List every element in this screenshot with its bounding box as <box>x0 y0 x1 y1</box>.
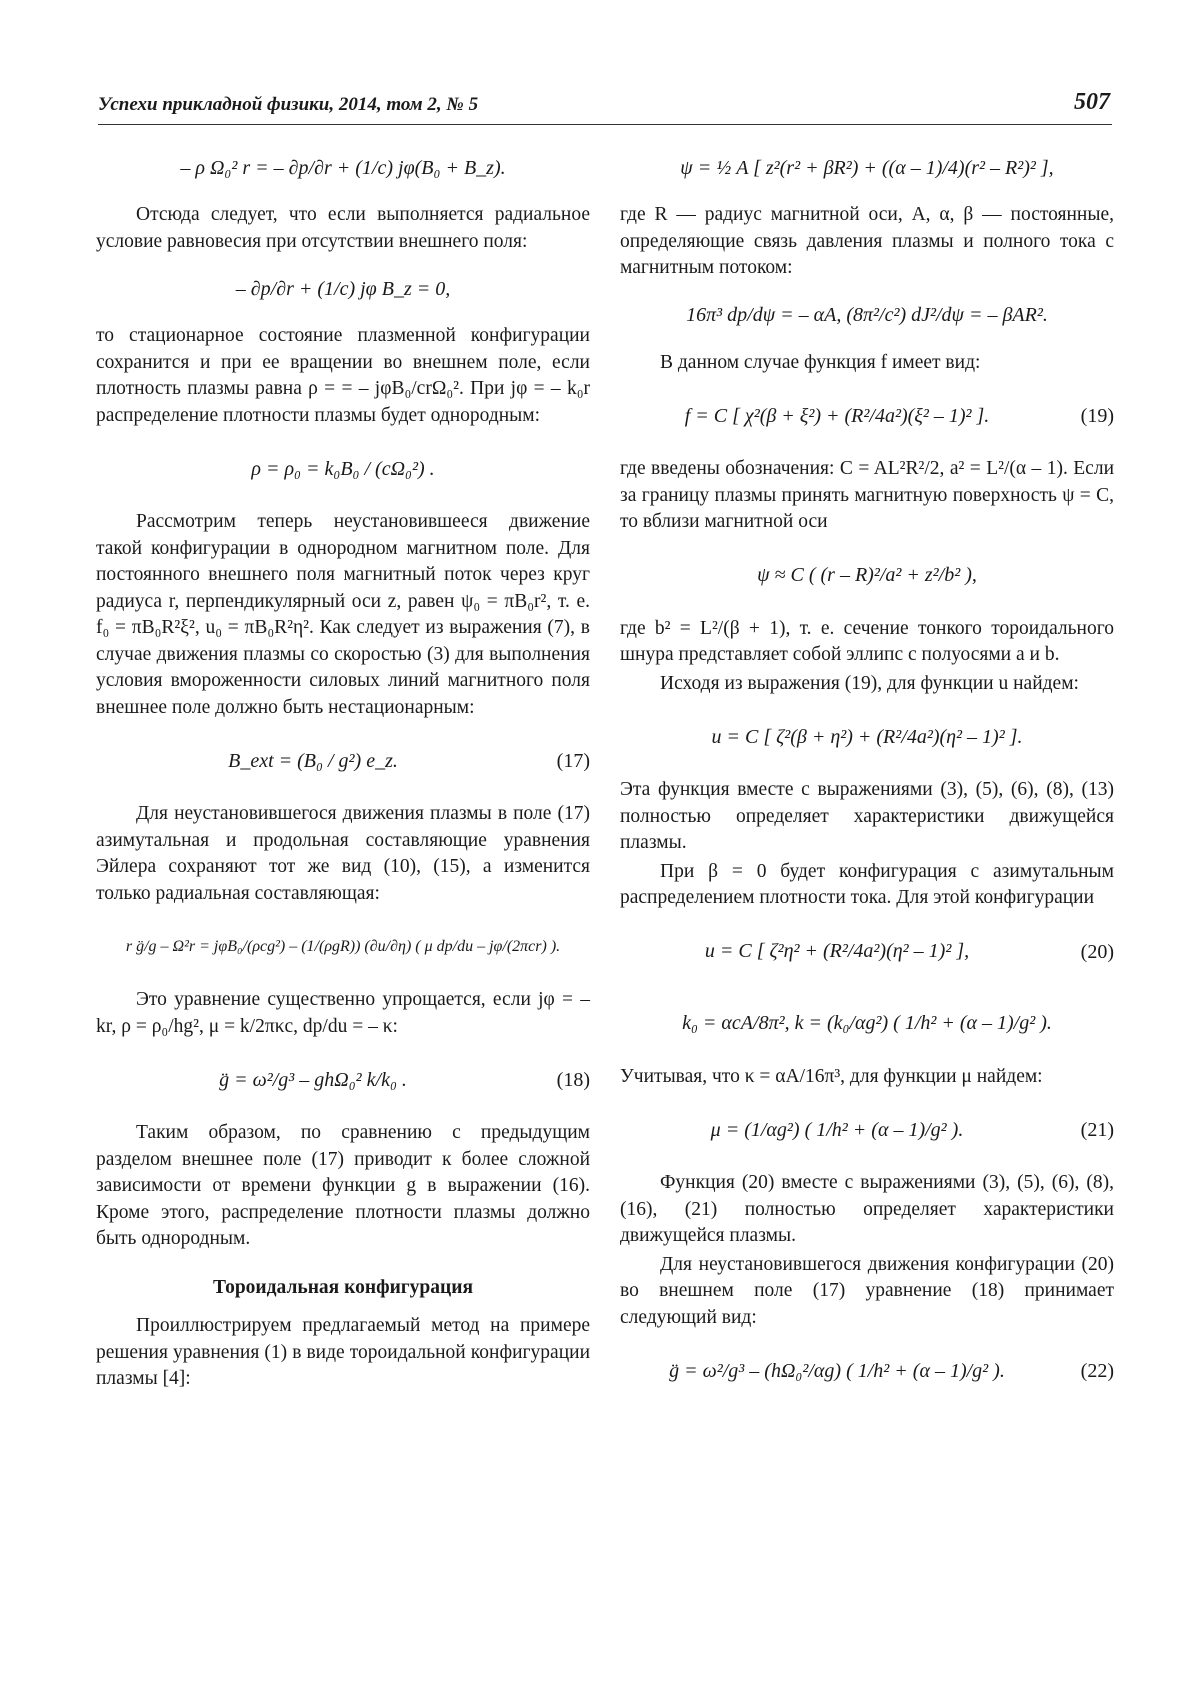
journal-title: Успехи прикладной физики, 2014, том 2, № 5 <box>98 94 479 115</box>
equation-17 <box>96 729 590 793</box>
equation-text: ρ = ρ₀ = k₀B₀ / (cΩ₀²) . <box>251 457 435 480</box>
equation-text: 16π³ dp/dψ = – αA, (8π²/c²) dJ²/dψ = – βAR². <box>686 304 1048 327</box>
paragraph: Функция (20) вместе с выражениями (3), (5), (6), (8), (16), (21) полностью определяет характеристики движущейся плазмы. <box>620 1172 1114 1246</box>
equation-22 <box>620 1339 1114 1403</box>
left-column <box>96 134 590 1393</box>
equation-psi <box>620 142 1114 194</box>
paragraph: Для неустановившегося движения конфигурации (20) во внешнем поле (17) уравнение (18) принимает следующий вид: <box>620 1253 1114 1328</box>
equation-text: – ∂p/∂r + (1/c) jφ B_z = 0, <box>235 277 451 300</box>
running-head <box>98 89 1112 125</box>
paragraph: В данном случае функция f имеет вид: <box>660 351 981 373</box>
equation-number: (19) <box>1080 404 1114 427</box>
paragraph: Исходя из выражения (19), для функции u найдем: <box>660 672 1079 694</box>
equation-number: (21) <box>1080 1118 1114 1141</box>
paragraph: Это уравнение существенно упрощается, если jφ = – kr, ρ = ρ₀/hg², μ = k/2πκc, dp/du = – κ: <box>96 989 590 1037</box>
equation-density <box>96 437 590 501</box>
paragraph: Рассмотрим теперь неустановившееся движение такой конфигурации в однородном магнитном поле. Для постоянного внешнего поля магнитный поток через круг радиуса r, перпендикулярный оси z, равен ψ₀ = πB₀r², т. е. f₀ = πB₀R²ξ², u₀ = πB₀R²η². Как следует из выражения (7), в случае движения плазмы со скоростью (3) для выполнения условия вмороженности силовых линий магнитного поля внешнее поле должно быть нестационарным: <box>96 511 590 718</box>
equation-equilibrium <box>96 263 590 315</box>
equation-text: g̈ = ω²/g³ – ghΩ₀² k/k₀ . <box>219 1068 407 1091</box>
equation-text: r g̈/g – Ω²r = jφB₀/(ρcg²) – (1/(ρgR)) (∂u/∂η) ( μ dp/du – jφ/(2πcr) ). <box>125 937 561 955</box>
paragraph: где введены обозначения: C = AL²R²/2, a² = L²/(α – 1). Если за границу плазмы принять магнитную поверхность ψ = C, то вблизи магнитной оси <box>620 458 1114 532</box>
equation-text: μ = (1/αg²) ( 1/h² + (α – 1)/g² ). <box>710 1118 964 1141</box>
equation-text: ψ = ½ A [ z²(r² + βR²) + ((α – 1)/4)(r² – R²)² ], <box>680 156 1054 179</box>
paragraph: Для неустановившегося движения плазмы в поле (17) азимутальная и продольная составляющие уравнения Эйлера сохраняют тот же вид (10), (15), а изменится только радиальная составляющая: <box>96 803 590 904</box>
equation-text: g̈ = ω²/g³ – (hΩ₀²/αg) ( 1/h² + (α – 1)/g² ). <box>669 1359 1005 1382</box>
equation-psi-approx <box>620 544 1114 608</box>
equation-text: f = C [ χ²(β + ξ²) + (R²/4a²)(ξ² – 1)² ]. <box>684 404 990 427</box>
paragraph: то стационарное состояние плазменной конфигурации сохранится и при ее вращении во внешнем поле, если плотность плазмы равна ρ = = – jφB₀/crΩ₀². При jφ = – k₀r распределение плотности плазмы будет однородным: <box>96 325 590 426</box>
equation-text: k₀ = αcA/8π², k = (k₀/αg²) ( 1/h² + (α – 1)/g² ). <box>682 1012 1052 1035</box>
equation-text: ψ ≈ C ( (r – R)²/a² + z²/b² ), <box>757 564 977 587</box>
equation-number: (22) <box>1080 1359 1114 1382</box>
paragraph: Таким образом, по сравнению с предыдущим разделом внешнее поле (17) приводит к более сложной зависимости от времени функции g в выражении (16). Кроме этого, распределение плотности плазмы должно быть однородным. <box>96 1122 590 1249</box>
paragraph: Учитывая, что κ = αA/16π³, для функции μ найдем: <box>620 1065 1043 1087</box>
paragraph: где b² = L²/(β + 1), т. е. сечение тонкого тороидального шнура представляет собой эллипс с полуосями a и b. <box>620 617 1114 665</box>
equation-20 <box>620 920 1114 984</box>
equation-21 <box>620 1098 1114 1162</box>
page-number: 507 <box>1074 89 1110 115</box>
equation-18 <box>96 1048 590 1112</box>
equation-number: (18) <box>556 1068 590 1091</box>
right-column <box>620 134 1114 1411</box>
equation-k <box>620 992 1114 1056</box>
paragraph: Эта функция вместе с выражениями (3), (5), (6), (8), (13) полностью определяет характеристики движущейся плазмы. <box>620 779 1114 853</box>
equation-euler-radial <box>96 915 590 979</box>
equation-text: B_ext = (B₀ / g²) e_z. <box>228 749 398 772</box>
paragraph: Отсюда следует, что если выполняется радиальное условие равновесия при отсутствии внешнего поля: <box>96 204 590 252</box>
equation-text: – ρ Ω₀² r = – ∂p/∂r + (1/c) jφ(B₀ + B_z). <box>180 156 506 179</box>
equation-number: (20) <box>1080 940 1114 963</box>
paragraph: где R — радиус магнитной оси, A, α, β — постоянные, определяющие связь давления плазмы и полного тока с магнитным потоком: <box>620 204 1114 278</box>
equation-radial-balance <box>96 142 590 194</box>
paragraph: Проиллюстрируем предлагаемый метод на примере решения уравнения (1) в виде тороидальной конфигурации плазмы [4]: <box>96 1315 590 1389</box>
paragraph: При β = 0 будет конфигурация с азимутальным распределением плотности тока. Для этой конфигурации <box>620 860 1114 908</box>
equation-19 <box>620 384 1114 448</box>
equation-u <box>620 705 1114 769</box>
equation-text: u = C [ ζ²η² + (R²/4a²)(η² – 1)² ], <box>704 940 970 963</box>
section-title: Тороидальная конфигурация <box>212 1276 474 1298</box>
equation-text: u = C [ ζ²(β + η²) + (R²/4a²)(η² – 1)² ]. <box>711 725 1023 748</box>
equation-number: (17) <box>556 749 590 772</box>
equation-flux <box>620 290 1114 342</box>
